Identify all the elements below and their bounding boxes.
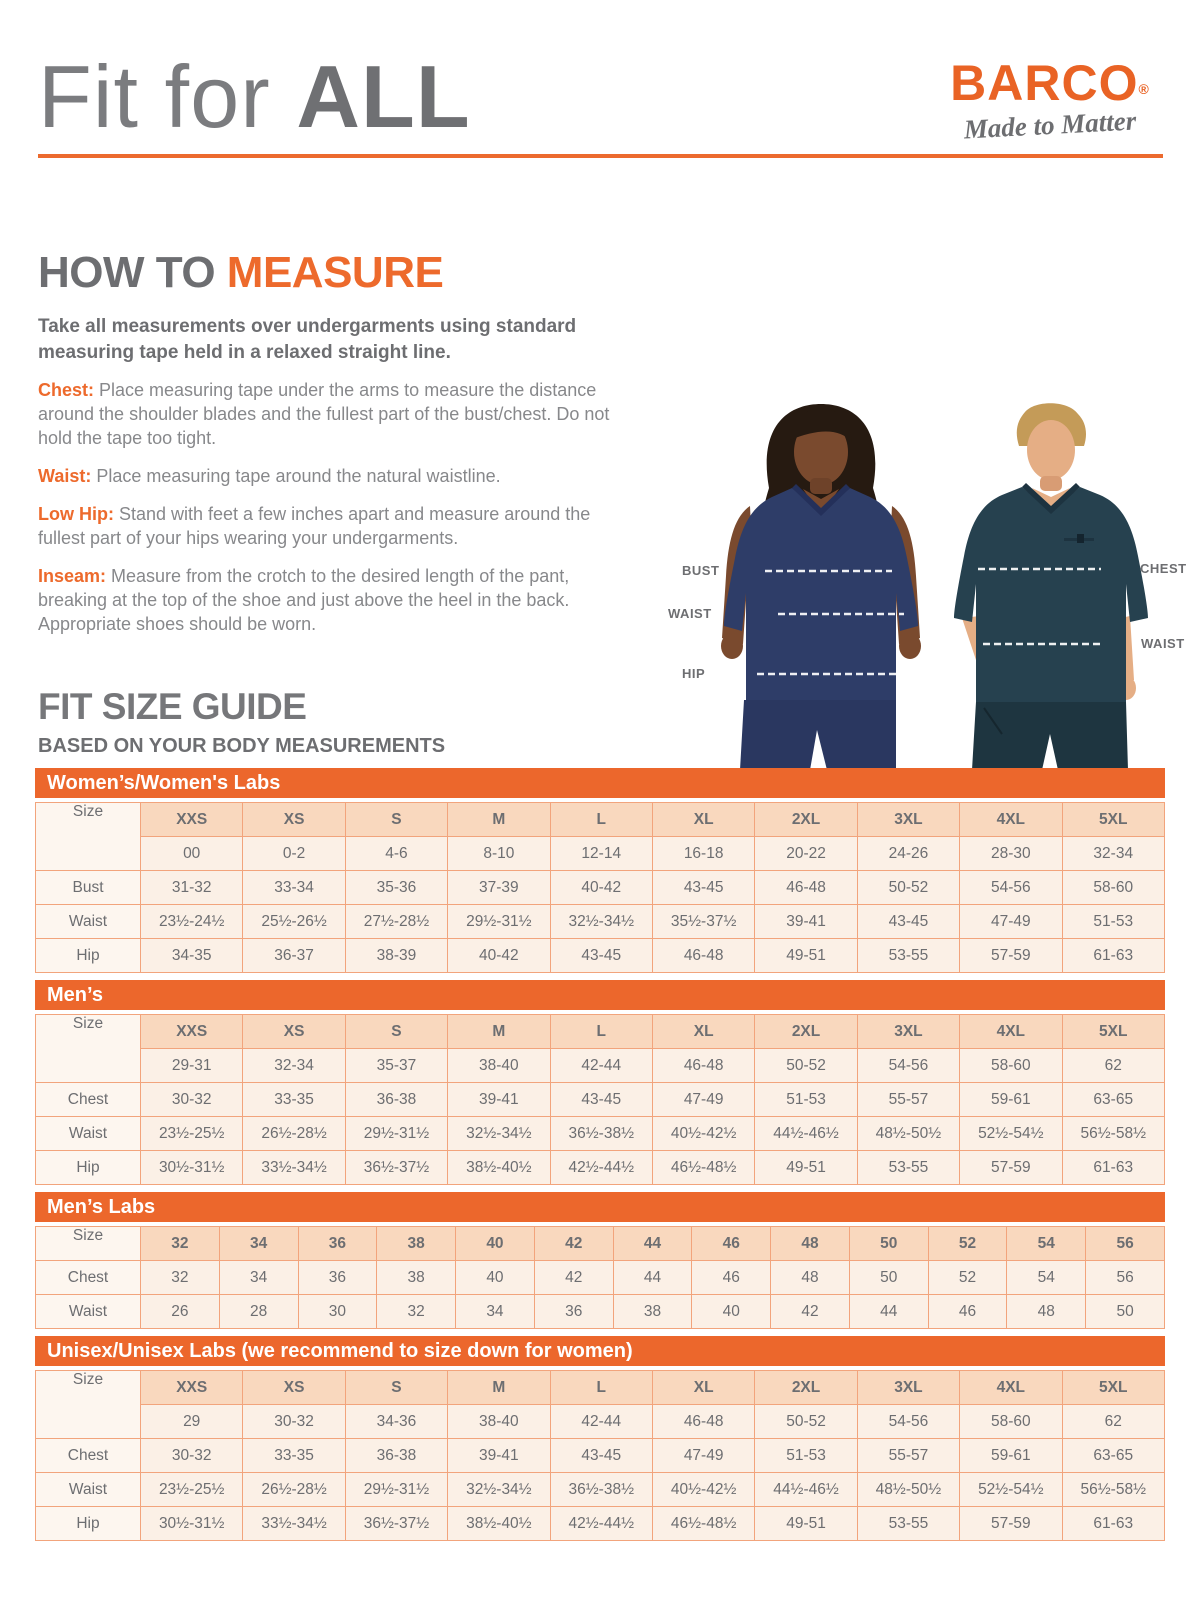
numeric-size-cell: 54-56 [857, 1405, 959, 1439]
measurement-cell: 40-42 [550, 871, 652, 905]
size-head-cell: XL [652, 803, 754, 837]
measurement-row-waist [36, 1295, 1165, 1329]
size-head-cell: M [448, 803, 550, 837]
measurement-cell: 29½-31½ [345, 1473, 447, 1507]
size-corner-cell: Size [36, 1015, 141, 1083]
size-head-cell: 4XL [960, 1371, 1062, 1405]
size-head-cell: 52 [928, 1227, 1007, 1261]
measurement-cell: 38-39 [345, 939, 447, 973]
size-head-cell: 32 [141, 1227, 220, 1261]
size-head-cell: 46 [692, 1227, 771, 1261]
numeric-size-cell: 24-26 [857, 837, 959, 871]
measurement-cell: 56½-58½ [1062, 1473, 1164, 1507]
measurement-cell: 33½-34½ [243, 1507, 345, 1541]
measurement-cell: 43-45 [550, 939, 652, 973]
measurement-cell: 36½-38½ [550, 1117, 652, 1151]
measurement-cell: 32½-34½ [550, 905, 652, 939]
measurement-cell: 39-41 [448, 1439, 550, 1473]
size-head-cell: 40 [456, 1227, 535, 1261]
measurement-cell: 46 [692, 1261, 771, 1295]
numeric-size-cell: 32-34 [1062, 837, 1164, 871]
measure-term: Chest: [38, 380, 95, 401]
how-to-measure-heading [38, 248, 630, 298]
measure-text: Stand with feet a few inches apart and measure around the fullest part of your hips wearing your undergarments. [38, 504, 591, 548]
row-label-cell: Hip [36, 1151, 141, 1185]
measurement-cell: 49-51 [755, 1507, 857, 1541]
size-tables [35, 768, 1165, 1548]
table-title-bar: Men’s [35, 980, 1165, 1010]
row-label-cell: Waist [36, 1295, 141, 1329]
measurement-cell: 39-41 [448, 1083, 550, 1117]
measurement-cell: 38 [377, 1261, 456, 1295]
page-title-light: Fit for [38, 47, 297, 146]
size-head-cell: S [345, 1015, 447, 1049]
measurement-cell: 42½-44½ [550, 1507, 652, 1541]
measurement-cell: 38½-40½ [448, 1151, 550, 1185]
measurement-cell: 30½-31½ [141, 1507, 243, 1541]
measurement-cell: 40½-42½ [652, 1117, 754, 1151]
row-label-cell: Chest [36, 1261, 141, 1295]
numeric-size-cell: 62 [1062, 1049, 1164, 1083]
size-header-row [36, 1371, 1165, 1405]
size-table-grid [35, 1370, 1165, 1541]
measurement-cell: 44 [849, 1295, 928, 1329]
measurement-row-waist [36, 1117, 1165, 1151]
numeric-size-cell: 00 [141, 837, 243, 871]
measure-item-inseam [38, 565, 626, 637]
size-head-cell: XXS [141, 803, 243, 837]
measure-text: Place measuring tape under the arms to measure the distance around the shoulder blades and the fullest part of the bust/chest. Do not hold the tape too tight. [38, 380, 610, 449]
measure-term: Low Hip: [38, 504, 114, 525]
numeric-size-cell: 46-48 [652, 1049, 754, 1083]
measurement-cell: 57-59 [960, 939, 1062, 973]
measurement-cell: 48 [1007, 1295, 1086, 1329]
measurement-cell: 50 [849, 1261, 928, 1295]
measurement-cell: 50-52 [857, 871, 959, 905]
fit-size-guide-heading: FIT SIZE GUIDE [38, 686, 307, 727]
registered-mark-icon: ® [1138, 81, 1150, 97]
measurement-cell: 63-65 [1062, 1439, 1164, 1473]
size-head-cell: L [550, 803, 652, 837]
measurement-row-chest [36, 1439, 1165, 1473]
measurement-cell: 55-57 [857, 1439, 959, 1473]
numeric-size-cell: 34-36 [345, 1405, 447, 1439]
numeric-size-cell: 12-14 [550, 837, 652, 871]
waist-right-label: WAIST [1141, 636, 1185, 651]
numeric-size-cell: 0-2 [243, 837, 345, 871]
measurement-row-waist [36, 905, 1165, 939]
measurement-cell: 33-35 [243, 1083, 345, 1117]
measurement-cell: 40½-42½ [652, 1473, 754, 1507]
measurement-cell: 51-53 [755, 1439, 857, 1473]
models-photo [640, 388, 1200, 770]
numeric-size-cell: 20-22 [755, 837, 857, 871]
size-head-cell: XS [243, 1371, 345, 1405]
numeric-size-cell: 29 [141, 1405, 243, 1439]
size-head-cell: 2XL [755, 803, 857, 837]
measurement-cell: 61-63 [1062, 1507, 1164, 1541]
measurement-cell: 36-38 [345, 1083, 447, 1117]
size-head-cell: 36 [298, 1227, 377, 1261]
size-head-cell: S [345, 1371, 447, 1405]
measurement-cell: 52 [928, 1261, 1007, 1295]
measure-item-chest [38, 379, 626, 451]
measurement-cell: 42 [771, 1295, 850, 1329]
measurement-cell: 38½-40½ [448, 1507, 550, 1541]
size-head-cell: 2XL [755, 1371, 857, 1405]
numeric-size-cell: 42-44 [550, 1405, 652, 1439]
models-illustration [640, 388, 1200, 770]
measurement-cell: 40-42 [448, 939, 550, 973]
measurement-cell: 36½-37½ [345, 1507, 447, 1541]
size-head-cell: XL [652, 1015, 754, 1049]
measure-intro: Take all measurements over undergarments using standard measuring tape held in a relaxed straight line. [38, 316, 577, 363]
size-head-cell: 34 [219, 1227, 298, 1261]
size-head-cell: 38 [377, 1227, 456, 1261]
measure-item-waist [38, 465, 626, 489]
chest-label: CHEST [1140, 561, 1187, 576]
size-head-cell: 3XL [857, 803, 959, 837]
size-head-cell: 44 [613, 1227, 692, 1261]
measure-text: Measure from the crotch to the desired length of the pant, breaking at the top of the shoe and just above the heel in the back. Appropriate shoes should be worn. [38, 565, 570, 634]
measurement-row-hip [36, 1507, 1165, 1541]
measurement-cell: 23½-25½ [141, 1117, 243, 1151]
row-label-cell: Hip [36, 939, 141, 973]
measurement-cell: 35-36 [345, 871, 447, 905]
numeric-size-row [36, 1049, 1165, 1083]
measurement-cell: 40 [692, 1295, 771, 1329]
numeric-size-row [36, 837, 1165, 871]
measurement-cell: 44½-46½ [755, 1473, 857, 1507]
size-head-cell: 50 [849, 1227, 928, 1261]
measurement-cell: 35½-37½ [652, 905, 754, 939]
numeric-size-cell: 50-52 [755, 1405, 857, 1439]
measurement-cell: 56½-58½ [1062, 1117, 1164, 1151]
row-label-cell: Waist [36, 1473, 141, 1507]
measurement-cell: 36½-37½ [345, 1151, 447, 1185]
brand-tagline: Made to Matter [963, 105, 1137, 145]
size-head-cell: 4XL [960, 803, 1062, 837]
numeric-size-cell: 28-30 [960, 837, 1062, 871]
measurement-cell: 42½-44½ [550, 1151, 652, 1185]
measurement-cell: 34-35 [141, 939, 243, 973]
measurement-cell: 31-32 [141, 871, 243, 905]
size-head-cell: M [448, 1015, 550, 1049]
measurement-cell: 46-48 [652, 939, 754, 973]
measurement-cell: 54-56 [960, 871, 1062, 905]
measure-term: Inseam: [38, 565, 107, 586]
measurement-row-chest [36, 1261, 1165, 1295]
measurement-cell: 36-37 [243, 939, 345, 973]
measurement-cell: 59-61 [960, 1083, 1062, 1117]
size-table-grid [35, 802, 1165, 973]
measurement-cell: 36 [298, 1261, 377, 1295]
measurement-cell: 49-51 [755, 1151, 857, 1185]
size-corner-cell: Size [36, 803, 141, 871]
size-corner-cell: Size [36, 1227, 141, 1261]
measurement-cell: 33½-34½ [243, 1151, 345, 1185]
measurement-cell: 29½-31½ [448, 905, 550, 939]
numeric-size-cell: 16-18 [652, 837, 754, 871]
numeric-size-cell: 62 [1062, 1405, 1164, 1439]
measurement-cell: 46 [928, 1295, 1007, 1329]
bust-label: BUST [682, 563, 720, 578]
size-table-unisex [35, 1336, 1165, 1541]
row-label-cell: Waist [36, 905, 141, 939]
numeric-size-cell: 32-34 [243, 1049, 345, 1083]
waist-left-label: WAIST [668, 606, 712, 621]
measurement-cell: 47-49 [960, 905, 1062, 939]
measurement-row-bust [36, 871, 1165, 905]
measurement-cell: 46-48 [755, 871, 857, 905]
table-title-bar: Men’s Labs [35, 1192, 1165, 1222]
measurement-cell: 30-32 [141, 1083, 243, 1117]
measurement-cell: 33-34 [243, 871, 345, 905]
size-head-cell: XXS [141, 1015, 243, 1049]
measurement-cell: 50 [1086, 1295, 1165, 1329]
measurement-cell: 30 [298, 1295, 377, 1329]
measurement-cell: 30½-31½ [141, 1151, 243, 1185]
size-head-cell: 5XL [1062, 1015, 1164, 1049]
measurement-cell: 38 [613, 1295, 692, 1329]
measurement-cell: 43-45 [652, 871, 754, 905]
measurement-cell: 32½-34½ [448, 1117, 550, 1151]
measurement-cell: 40 [456, 1261, 535, 1295]
measurement-cell: 47-49 [652, 1083, 754, 1117]
measurement-cell: 48 [771, 1261, 850, 1295]
measurement-cell: 44 [613, 1261, 692, 1295]
heading-orange-part: MEASURE [226, 248, 444, 297]
size-header-row [36, 803, 1165, 837]
measurement-cell: 36 [534, 1295, 613, 1329]
size-head-cell: XL [652, 1371, 754, 1405]
measurement-cell: 48½-50½ [857, 1473, 959, 1507]
measurement-cell: 34 [456, 1295, 535, 1329]
measurement-cell: 29½-31½ [345, 1117, 447, 1151]
size-head-cell: 4XL [960, 1015, 1062, 1049]
measurement-cell: 57-59 [960, 1151, 1062, 1185]
measurement-cell: 51-53 [1062, 905, 1164, 939]
measurement-row-chest [36, 1083, 1165, 1117]
measurement-cell: 47-49 [652, 1439, 754, 1473]
measurement-cell: 26½-28½ [243, 1117, 345, 1151]
measurement-cell: 28 [219, 1295, 298, 1329]
measurement-cell: 52½-54½ [960, 1473, 1062, 1507]
hip-label: HIP [682, 666, 706, 681]
measurement-cell: 46½-48½ [652, 1507, 754, 1541]
size-head-cell: 48 [771, 1227, 850, 1261]
size-table-grid [35, 1014, 1165, 1185]
measurement-cell: 55-57 [857, 1083, 959, 1117]
measurement-cell: 32 [377, 1295, 456, 1329]
measurement-cell: 63-65 [1062, 1083, 1164, 1117]
measurement-cell: 43-45 [550, 1439, 652, 1473]
size-head-cell: XS [243, 803, 345, 837]
measurement-cell: 52½-54½ [960, 1117, 1062, 1151]
measurement-row-hip [36, 939, 1165, 973]
size-head-cell: 3XL [857, 1015, 959, 1049]
orange-divider [38, 154, 1163, 158]
measurement-cell: 26 [141, 1295, 220, 1329]
fit-size-guide-subheading: BASED ON YOUR BODY MEASUREMENTS [38, 735, 446, 757]
measurement-cell: 61-63 [1062, 939, 1164, 973]
numeric-size-cell: 58-60 [960, 1049, 1062, 1083]
row-label-cell: Hip [36, 1507, 141, 1541]
size-head-cell: XXS [141, 1371, 243, 1405]
size-head-cell: L [550, 1015, 652, 1049]
measurement-cell: 23½-25½ [141, 1473, 243, 1507]
measurement-cell: 27½-28½ [345, 905, 447, 939]
measurement-cell: 44½-46½ [755, 1117, 857, 1151]
size-table-womens [35, 768, 1165, 973]
measurement-cell: 26½-28½ [243, 1473, 345, 1507]
measurement-cell: 53-55 [857, 1151, 959, 1185]
size-header-row [36, 1015, 1165, 1049]
numeric-size-cell: 35-37 [345, 1049, 447, 1083]
table-title-bar: Women’s/Women's Labs [35, 768, 1165, 798]
numeric-size-cell: 42-44 [550, 1049, 652, 1083]
row-label-cell: Chest [36, 1083, 141, 1117]
measurement-cell: 37-39 [448, 871, 550, 905]
measurement-cell: 25½-26½ [243, 905, 345, 939]
measurement-cell: 32 [141, 1261, 220, 1295]
size-table-mens [35, 980, 1165, 1185]
row-label-cell: Chest [36, 1439, 141, 1473]
measurement-cell: 53-55 [857, 939, 959, 973]
numeric-size-cell: 58-60 [960, 1405, 1062, 1439]
measurement-cell: 53-55 [857, 1507, 959, 1541]
page-title [38, 46, 471, 148]
measurement-cell: 43-45 [857, 905, 959, 939]
measurement-cell: 58-60 [1062, 871, 1164, 905]
heading-gray-part: HOW TO [38, 248, 227, 297]
size-header-row [36, 1227, 1165, 1261]
measurement-cell: 43-45 [550, 1083, 652, 1117]
row-label-cell: Waist [36, 1117, 141, 1151]
numeric-size-cell: 38-40 [448, 1405, 550, 1439]
measure-text: Place measuring tape around the natural waistline. [91, 466, 501, 487]
numeric-size-row [36, 1405, 1165, 1439]
size-head-cell: 56 [1086, 1227, 1165, 1261]
woman-figure [721, 404, 921, 770]
numeric-size-cell: 38-40 [448, 1049, 550, 1083]
page-title-bold: ALL [296, 47, 471, 146]
measurement-cell: 48½-50½ [857, 1117, 959, 1151]
size-head-cell: 54 [1007, 1227, 1086, 1261]
measurement-cell: 56 [1086, 1261, 1165, 1295]
row-label-cell: Bust [36, 871, 141, 905]
numeric-size-cell: 30-32 [243, 1405, 345, 1439]
size-head-cell: 5XL [1062, 1371, 1164, 1405]
table-title-bar: Unisex/Unisex Labs (we recommend to size down for women) [35, 1336, 1165, 1366]
man-figure [954, 403, 1148, 770]
size-head-cell: 2XL [755, 1015, 857, 1049]
numeric-size-cell: 4-6 [345, 837, 447, 871]
numeric-size-cell: 8-10 [448, 837, 550, 871]
measurement-row-hip [36, 1151, 1165, 1185]
measurement-cell: 46½-48½ [652, 1151, 754, 1185]
measurement-cell: 61-63 [1062, 1151, 1164, 1185]
numeric-size-cell: 50-52 [755, 1049, 857, 1083]
size-head-cell: M [448, 1371, 550, 1405]
numeric-size-cell: 54-56 [857, 1049, 959, 1083]
size-table-mens-labs [35, 1192, 1165, 1329]
measurement-cell: 57-59 [960, 1507, 1062, 1541]
size-head-cell: XS [243, 1015, 345, 1049]
numeric-size-cell: 46-48 [652, 1405, 754, 1439]
measurement-row-waist [36, 1473, 1165, 1507]
measure-term: Waist: [38, 466, 92, 487]
measurement-cell: 49-51 [755, 939, 857, 973]
size-head-cell: 5XL [1062, 803, 1164, 837]
size-head-cell: 42 [534, 1227, 613, 1261]
measurement-cell: 32½-34½ [448, 1473, 550, 1507]
measurement-cell: 23½-24½ [141, 905, 243, 939]
size-head-cell: S [345, 803, 447, 837]
measurement-cell: 42 [534, 1261, 613, 1295]
size-head-cell: L [550, 1371, 652, 1405]
measurement-cell: 51-53 [755, 1083, 857, 1117]
numeric-size-cell: 29-31 [141, 1049, 243, 1083]
measurement-cell: 34 [219, 1261, 298, 1295]
measurement-cell: 30-32 [141, 1439, 243, 1473]
measure-item-low-hip [38, 503, 626, 551]
measurement-cell: 39-41 [755, 905, 857, 939]
measurement-cell: 36½-38½ [550, 1473, 652, 1507]
measurement-cell: 33-35 [243, 1439, 345, 1473]
measurement-cell: 36-38 [345, 1439, 447, 1473]
brand-name: BARCO® [950, 55, 1150, 111]
brand-logo [936, 55, 1164, 145]
how-to-measure-section [38, 248, 630, 637]
size-corner-cell: Size [36, 1371, 141, 1439]
measurement-cell: 59-61 [960, 1439, 1062, 1473]
measurement-cell: 54 [1007, 1261, 1086, 1295]
size-table-grid [35, 1226, 1165, 1329]
size-head-cell: 3XL [857, 1371, 959, 1405]
